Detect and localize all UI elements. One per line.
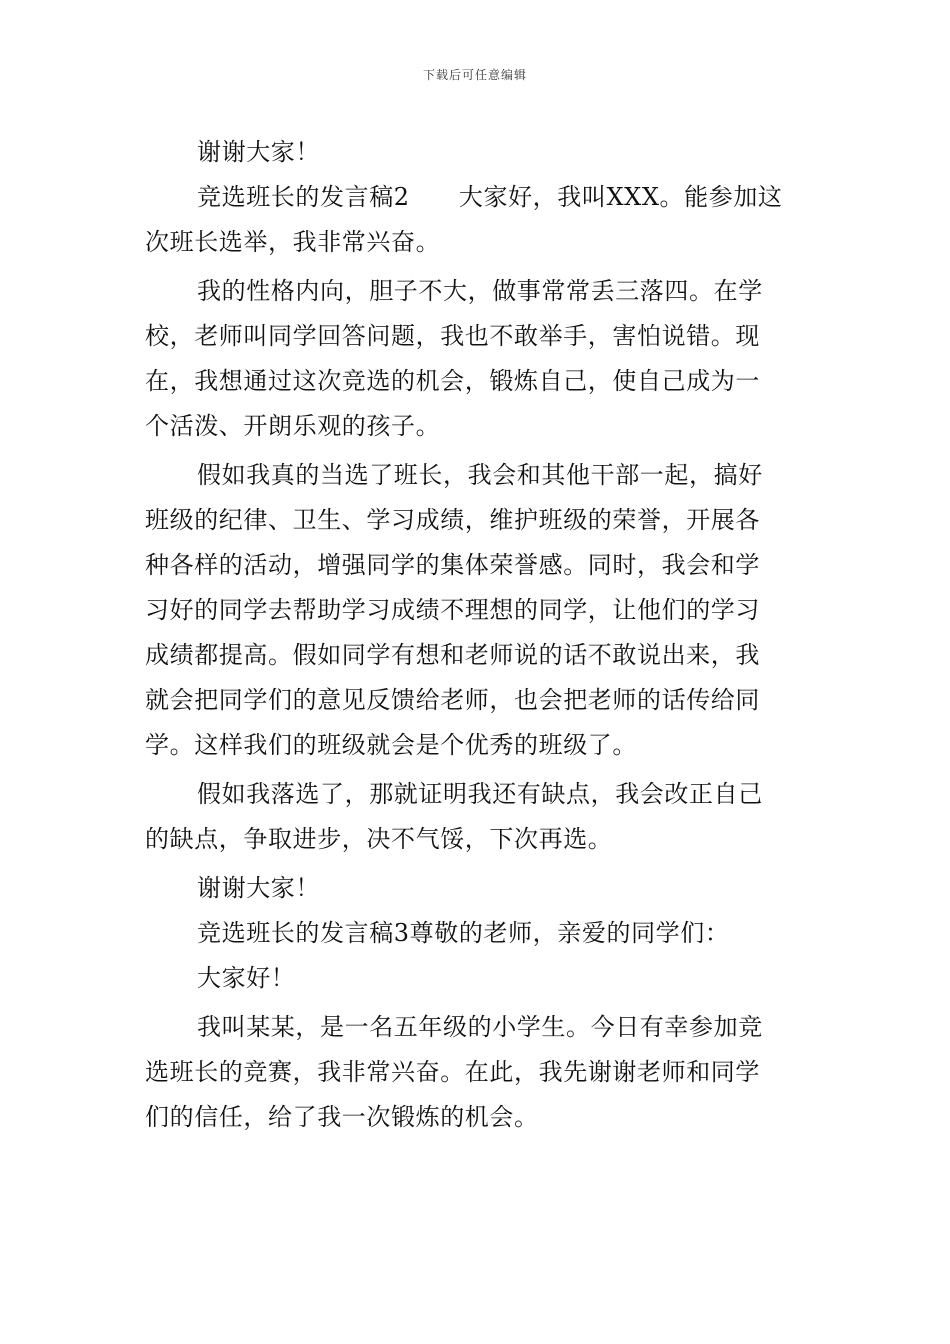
document-body bbox=[145, 132, 810, 1142]
text-line: 就会把同学们的意见反馈给老师，也会把老师的话传给同 bbox=[145, 686, 760, 714]
text-line: 选班长的竞赛，我非常兴奋。在此，我先谢谢老师和同学 bbox=[145, 1058, 760, 1086]
text-line: 谢谢大家！ bbox=[197, 874, 320, 902]
text-line: 习好的同学去帮助学习成绩不理想的同学，让他们的学习 bbox=[145, 596, 760, 624]
text-line: 竞选班长的发言稿2 大家好，我叫XXX。能参加这 bbox=[197, 183, 783, 211]
text-line: 次班长选举，我非常兴奋。 bbox=[145, 228, 441, 256]
text-line: 成绩都提高。假如同学有想和老师说的话不敢说出来，我 bbox=[145, 641, 760, 669]
text-line: 学。这样我们的班级就会是个优秀的班级了。 bbox=[145, 731, 637, 759]
text-line: 我叫某某，是一名五年级的小学生。今日有幸参加竞 bbox=[197, 1013, 763, 1041]
text-line: 大家好！ bbox=[197, 964, 296, 992]
text-line: 班级的纪律、卫生、学习成绩，维护班级的荣誉，开展各 bbox=[145, 506, 760, 534]
text-line: 谢谢大家！ bbox=[197, 138, 320, 166]
page-header: 下载后可任意编辑 bbox=[422, 68, 527, 82]
text-line: 校，老师叫同学回答问题，我也不敢举手，害怕说错。现 bbox=[145, 322, 760, 350]
text-line: 假如我真的当选了班长，我会和其他干部一起，搞好 bbox=[197, 461, 763, 489]
text-line: 竞选班长的发言稿3尊敬的老师，亲爱的同学们： bbox=[197, 919, 730, 947]
text-line: 的缺点，争取进步，决不气馁，下次再选。 bbox=[145, 825, 613, 853]
text-line: 假如我落选了，那就证明我还有缺点，我会改正自己 bbox=[197, 780, 763, 808]
text-line: 个活泼、开朗乐观的孩子。 bbox=[145, 412, 441, 440]
text-line: 种各样的活动，增强同学的集体荣誉感。同时，我会和学 bbox=[145, 551, 760, 579]
text-line: 们的信任，给了我一次锻炼的机会。 bbox=[145, 1103, 539, 1131]
text-line: 我的性格内向，胆子不大，做事常常丢三落四。在学 bbox=[197, 277, 763, 305]
text-line: 在，我想通过这次竞选的机会，锻炼自己，使自己成为一 bbox=[145, 367, 760, 395]
